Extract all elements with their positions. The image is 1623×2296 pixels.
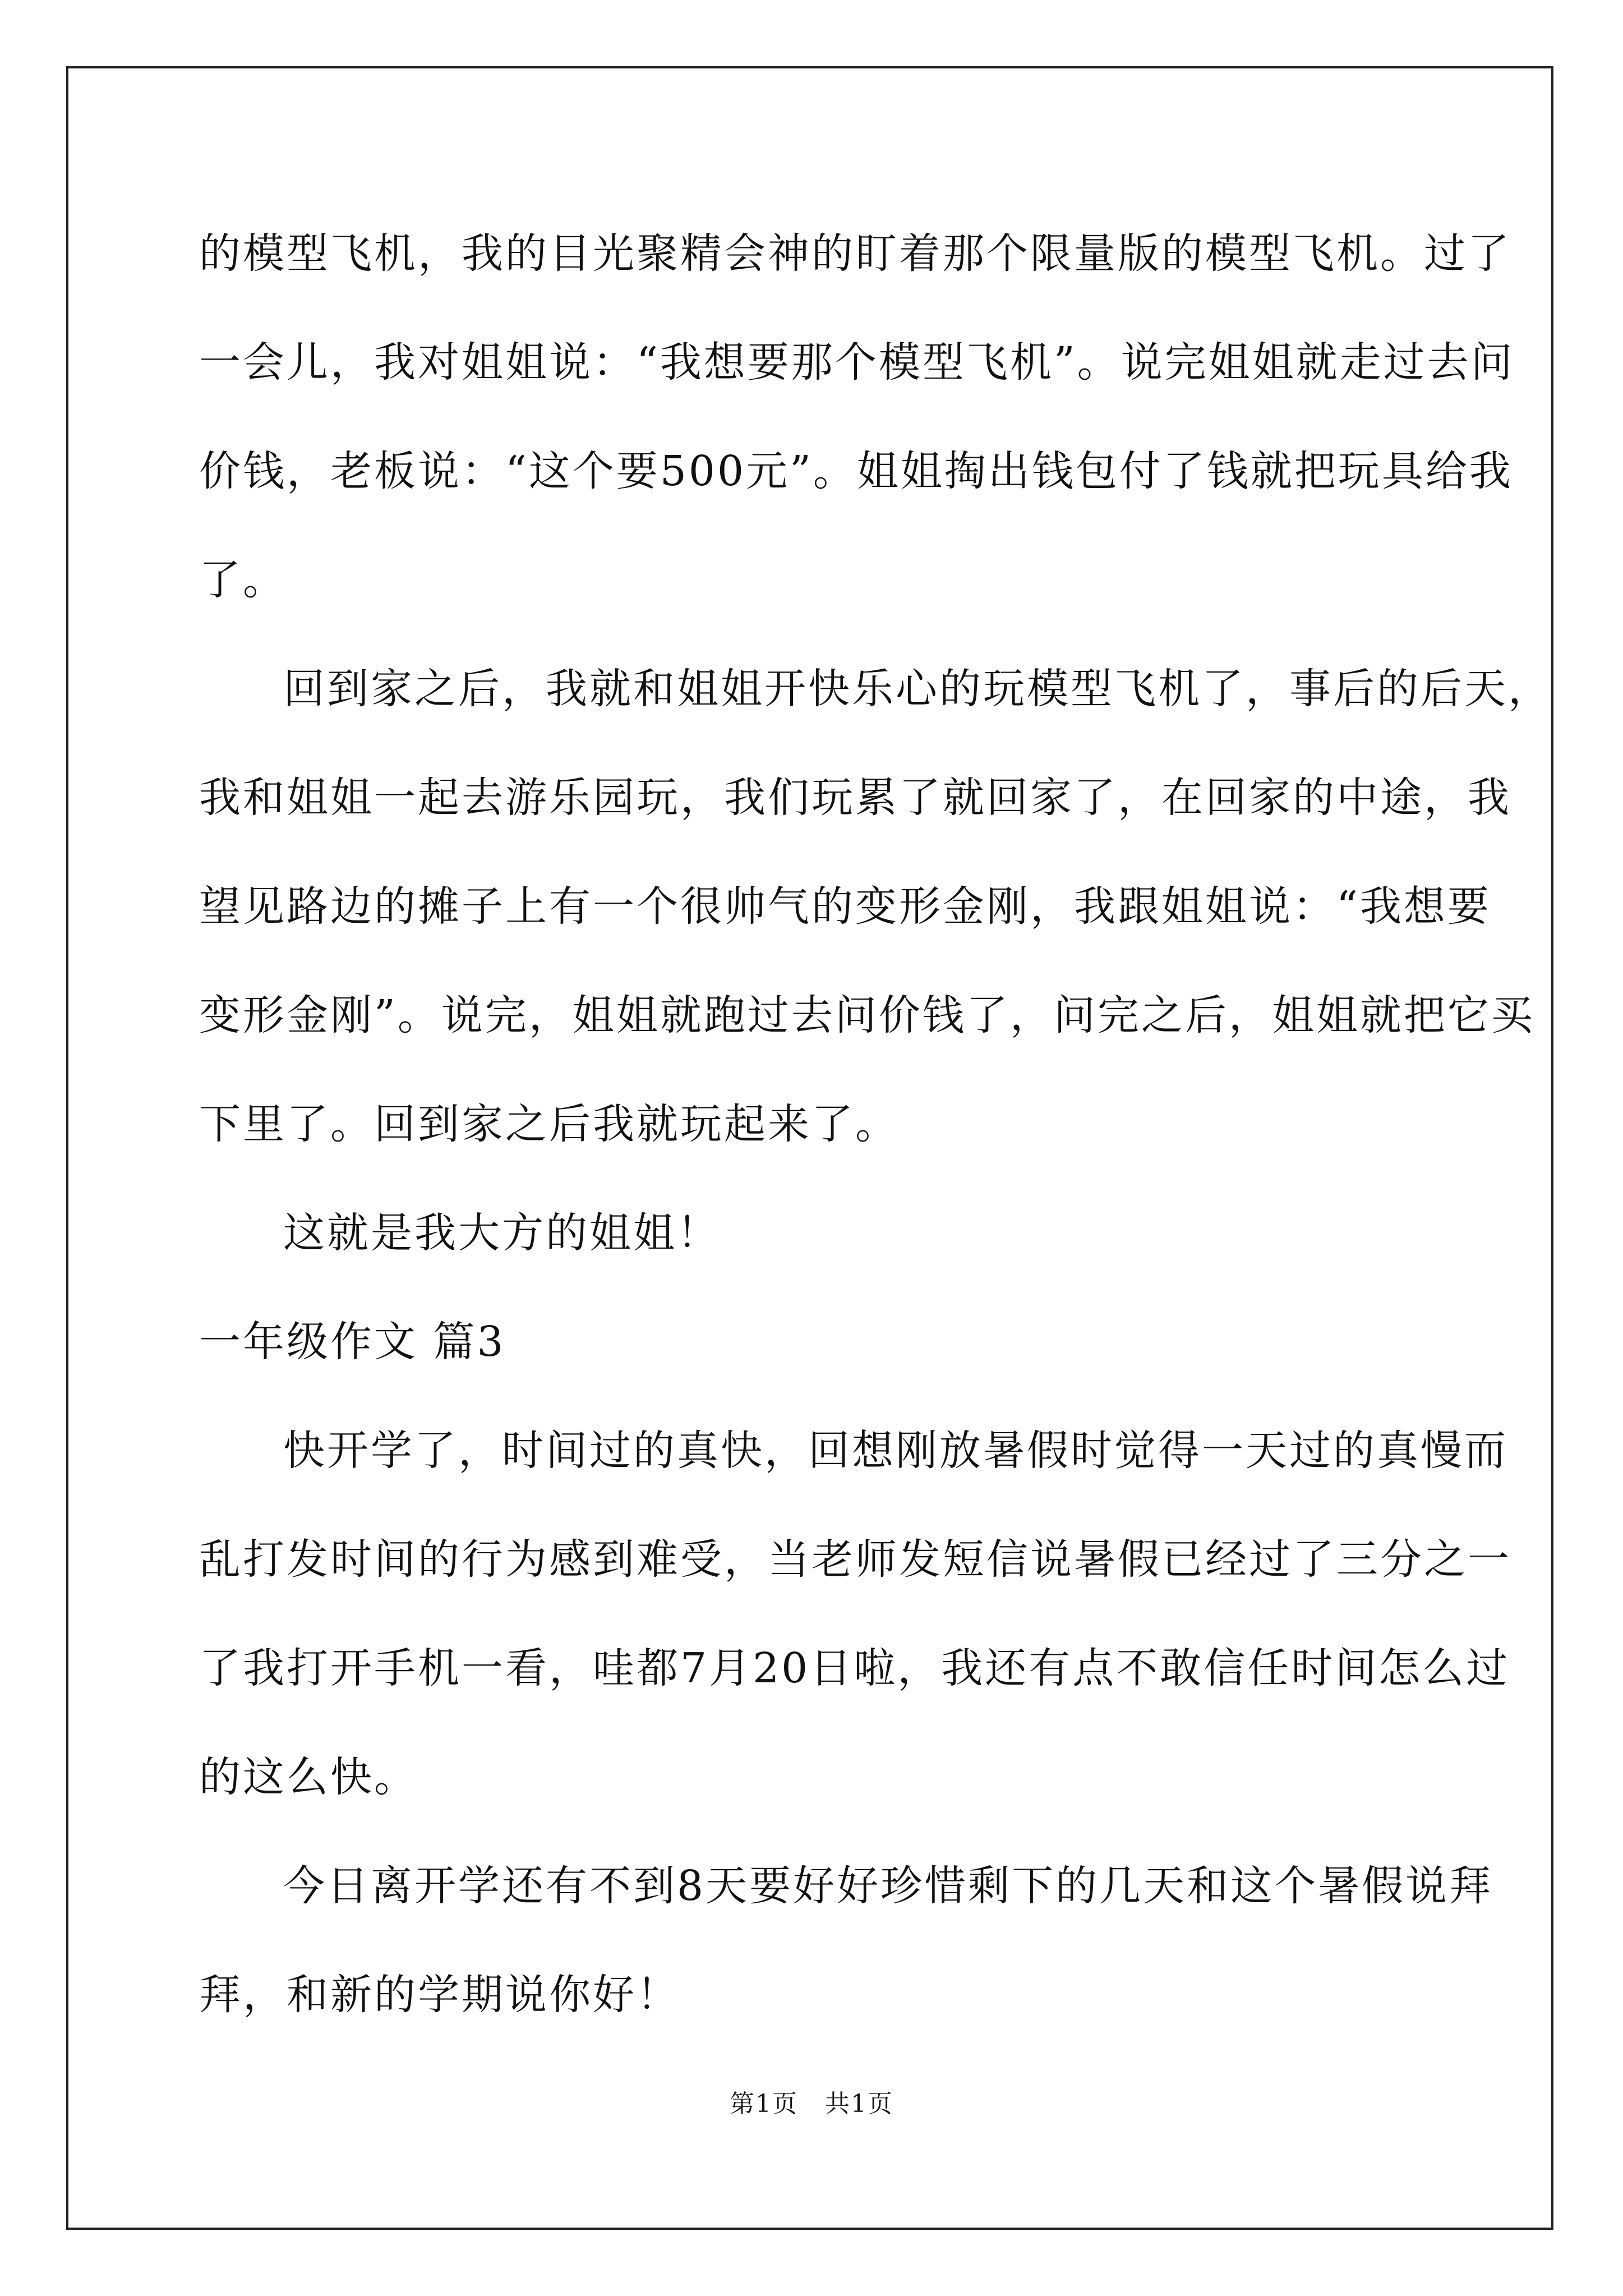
text-line: 了我打开手机一看，哇都7月20日啦，我还有点不敢信任时间怎么过 xyxy=(199,1644,1510,1692)
text-line: 下里了。回到家之后我就玩起来了。 xyxy=(199,1100,899,1148)
text-line: 的这么快。 xyxy=(199,1753,418,1801)
text-line: 价钱，老板说：“这个要500元”。姐姐掏出钱包付了钱就把玩具给我 xyxy=(199,447,1513,495)
text-line: 回到家之后，我就和姐姐开快乐心的玩模型飞机了，事后的后天， xyxy=(283,665,1552,713)
page-footer xyxy=(0,2083,1623,2119)
text-line: 今日离开学还有不到8天要好好珍惜剩下的几天和这个暑假说拜 xyxy=(283,1862,1493,1910)
text-line: 快开学了，时间过的真快，回想刚放暑假时觉得一天过的真慢而 xyxy=(283,1427,1508,1475)
text-line: 了。 xyxy=(199,556,287,604)
document-body xyxy=(199,199,1552,2049)
text-line: 的模型飞机，我的目光聚精会神的盯着那个限量版的模型飞机。过了 xyxy=(199,229,1511,278)
section-heading: 一年级作文 篇3 xyxy=(199,1318,506,1366)
text-line: 变形金刚”。说完，姐姐就跑过去问价钱了，问完之后，姐姐就把它买 xyxy=(199,991,1535,1039)
page-number: 第1页 共1页 xyxy=(730,2090,893,2118)
text-line: 我和姐姐一起去游乐园玩，我们玩累了就回家了，在回家的中途，我 xyxy=(199,774,1511,822)
text-line: 一会儿，我对姐姐说：“我想要那个模型飞机”。说完姐姐就走过去问 xyxy=(199,338,1515,386)
text-line: 拜，和新的学期说你好！ xyxy=(199,1971,680,2019)
text-line: 望见路边的摊子上有一个很帅气的变形金刚，我跟姐姐说：“我想要 xyxy=(199,882,1491,931)
text-line: 这就是我大方的姐姐！ xyxy=(283,1209,721,1257)
text-line: 乱打发时间的行为感到难受，当老师发短信说暑假已经过了三分之一 xyxy=(199,1535,1511,1584)
